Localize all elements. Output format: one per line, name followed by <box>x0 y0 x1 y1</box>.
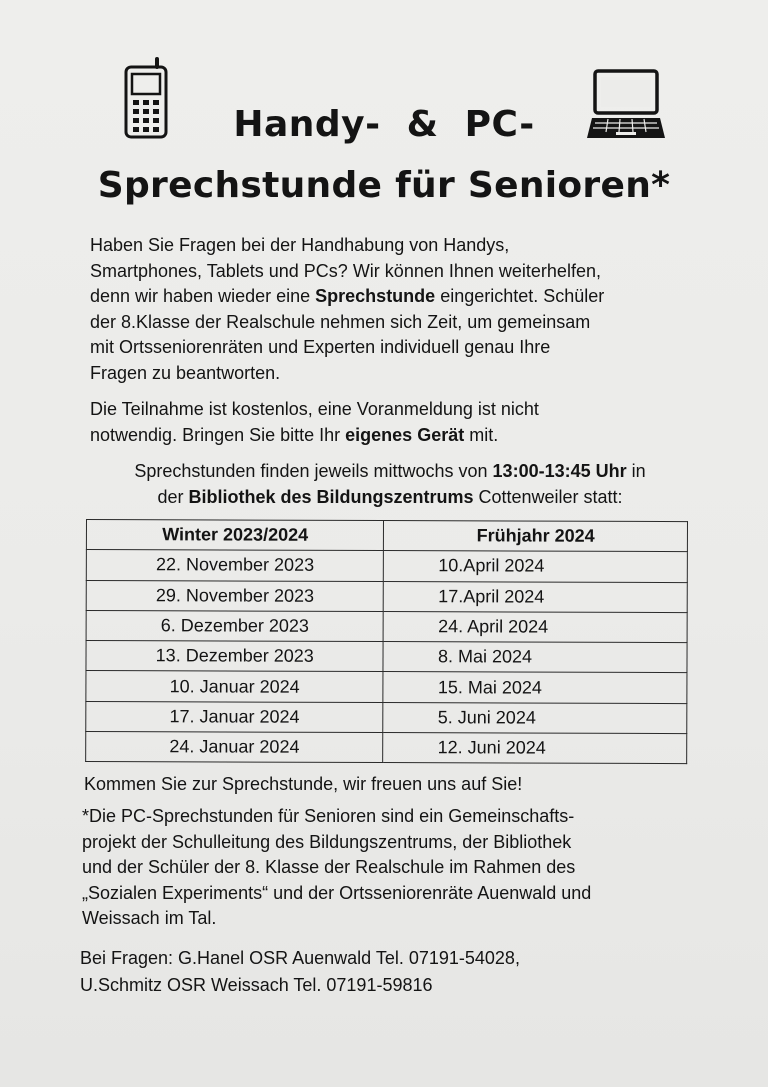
table-row <box>86 732 687 764</box>
footnote-line-2: projekt der Schulleitung des Bildungszentrums, der Bibliothek <box>82 831 572 852</box>
schedule-info-paragraph <box>80 459 700 510</box>
schedule-table <box>85 519 688 764</box>
contact-paragraph <box>80 945 720 999</box>
intro-line-2: Smartphones, Tablets und PCs? Wir können Ihnen weiterhelfen, <box>90 260 601 281</box>
table-row <box>86 610 687 642</box>
footnote-line-3: und der Schüler der 8. Klasse der Realschule im Rahmen des <box>82 857 576 877</box>
spring-date-cell: 12. Juni 2024 <box>383 733 687 764</box>
participation-line-1: Die Teilnahme ist kostenlos, eine Voranmeldung ist nicht <box>90 399 539 419</box>
contact-line-2: U.Schmitz OSR Weissach Tel. 07191-59816 <box>80 975 433 995</box>
intro-text: eingerichtet. Schüler <box>435 286 605 306</box>
closing-line: Kommen Sie zur Sprechstunde, wir freuen uns auf Sie! <box>84 774 523 794</box>
schedule-text: Cottenweiler statt: <box>473 486 623 507</box>
footnote-line-1: *Die PC-Sprechstunden für Senioren sind ein Gemeinschafts- <box>82 806 575 826</box>
own-device-emphasis: eigenes Gerät <box>345 424 465 445</box>
schedule-info-line-1 <box>80 459 700 485</box>
schedule-info-line-2 <box>80 485 700 511</box>
footnote-line-4: „Sozialen Experiments“ und der Ortsseniorenräte Auenwald und <box>82 882 592 903</box>
time-emphasis: 13:00-13:45 Uhr <box>492 461 627 481</box>
table-row <box>86 671 687 703</box>
table-row <box>86 550 687 582</box>
contact-line-1: Bei Fragen: G.Hanel OSR Auenwald Tel. 07191-54028, <box>80 948 520 968</box>
spring-date-cell: 10.April 2024 <box>384 551 688 582</box>
winter-date-cell: 13. Dezember 2023 <box>86 641 384 672</box>
table-row <box>86 641 687 673</box>
intro-line-5: mit Ortsseniorenräten und Experten individuell genau Ihre <box>90 337 551 357</box>
schedule-text: in <box>626 461 646 481</box>
sprechstunde-emphasis: Sprechstunde <box>315 286 436 306</box>
title-line-2: Sprechstunde für Senioren* <box>97 165 671 206</box>
intro-line-1: Haben Sie Fragen bei der Handhabung von Handys, <box>90 235 510 255</box>
participation-paragraph <box>90 397 730 448</box>
winter-date-cell: 24. Januar 2024 <box>86 732 384 763</box>
title-line-1: Handy- & PC- <box>233 104 535 145</box>
winter-date-cell: 17. Januar 2024 <box>86 701 384 732</box>
footnote-paragraph <box>82 804 722 932</box>
intro-text: denn wir haben wieder eine <box>90 286 316 306</box>
participation-text: mit. <box>464 424 499 445</box>
winter-date-cell: 29. November 2023 <box>86 580 384 611</box>
spring-date-cell: 15. Mai 2024 <box>383 672 687 703</box>
spring-date-cell: 24. April 2024 <box>384 611 688 642</box>
location-emphasis: Bibliothek des Bildungszentrums <box>188 486 474 507</box>
table-header-row <box>86 520 687 552</box>
intro-line-3 <box>90 284 730 310</box>
participation-line-2 <box>90 423 730 449</box>
table-row <box>86 701 687 733</box>
winter-date-cell: 22. November 2023 <box>86 550 384 581</box>
column-header-winter: Winter 2023/2024 <box>86 520 384 551</box>
table-row <box>86 580 687 612</box>
spring-date-cell: 8. Mai 2024 <box>383 642 687 673</box>
winter-date-cell: 10. Januar 2024 <box>86 671 384 702</box>
spring-date-cell: 17.April 2024 <box>384 581 688 612</box>
participation-text: notwendig. Bringen Sie bitte Ihr <box>90 424 346 445</box>
winter-date-cell: 6. Dezember 2023 <box>86 610 384 641</box>
intro-line-4: der 8.Klasse der Realschule nehmen sich Zeit, um gemeinsam <box>90 311 591 332</box>
schedule-text: der <box>157 486 189 507</box>
schedule-text: Sprechstunden finden jeweils mittwochs von <box>134 461 493 481</box>
intro-line-6: Fragen zu beantworten. <box>90 362 281 383</box>
intro-paragraph <box>90 233 730 386</box>
column-header-spring: Frühjahr 2024 <box>384 521 688 552</box>
footnote-line-5: Weissach im Tal. <box>82 908 217 928</box>
spring-date-cell: 5. Juni 2024 <box>383 702 687 733</box>
